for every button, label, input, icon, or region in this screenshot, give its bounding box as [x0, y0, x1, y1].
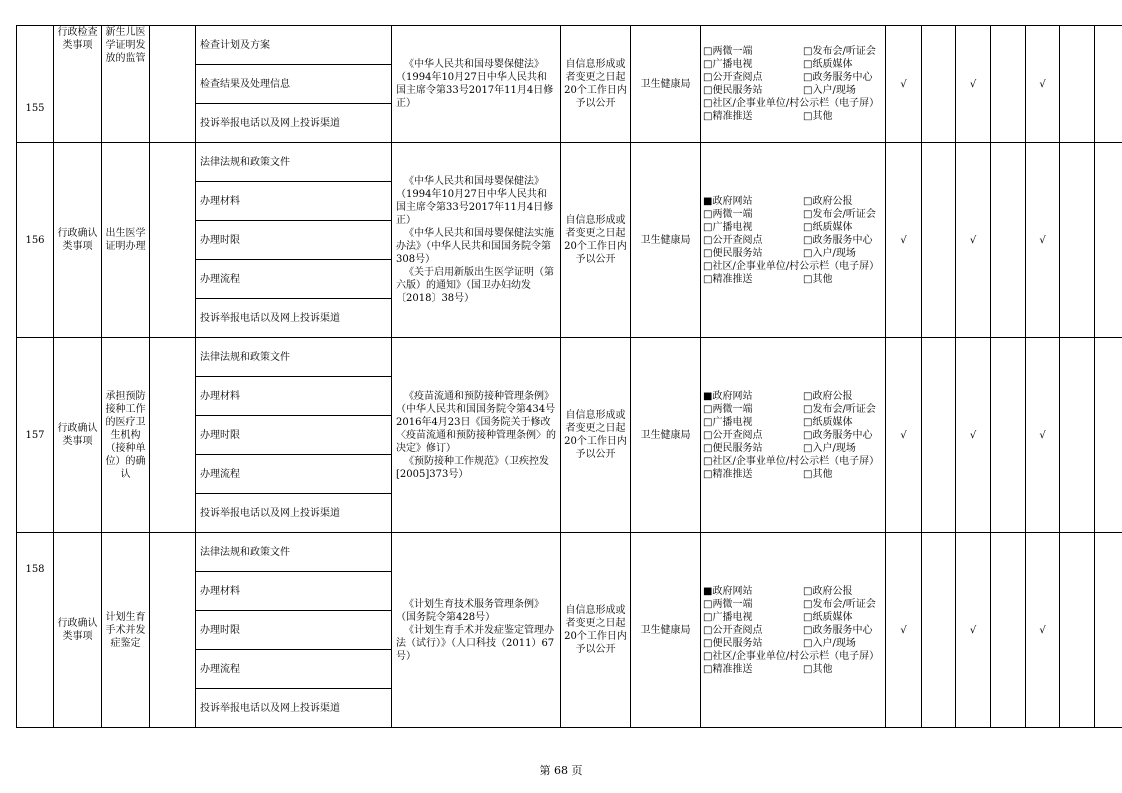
channel-option: □政务服务中心 [803, 234, 873, 246]
channel-option: □发布会/听证会 [803, 403, 876, 415]
disclosure-content [196, 689, 392, 728]
check-cell [991, 143, 1026, 338]
disclosure-content [196, 65, 392, 104]
item-name: 出生医学证明办理 [102, 143, 150, 338]
disclosure-content-text: 办理材料 [200, 195, 240, 207]
disclosure-content-text: 办理时限 [200, 624, 240, 636]
legal-basis [392, 533, 561, 728]
row-index: 156 [17, 143, 54, 338]
responsible-org: 卫生健康局 [631, 143, 701, 338]
channel-option: □社区/企事业单位/村公示栏（电子屏） [703, 455, 880, 467]
disclosure-content-text: 检查结果及处理信息 [200, 78, 290, 90]
disclosure-content-text: 办理材料 [200, 390, 240, 402]
disclosure-content-text: 法律法规和政策文件 [200, 351, 290, 363]
item-name: 承担预防接种工作的医疗卫生机构（接种单位）的确认 [102, 338, 150, 533]
row-index: 157 [17, 338, 54, 533]
check-cell [1060, 143, 1095, 338]
disclosure-content [196, 104, 392, 143]
channel-option: □纸质媒体 [803, 59, 853, 70]
check-cell: √ [886, 26, 922, 143]
table-row [17, 338, 1122, 377]
disclosure-content [196, 455, 392, 494]
channel-option: □政府公报 [803, 585, 853, 597]
disclosure-content [196, 377, 392, 416]
disclosure-content [196, 416, 392, 455]
legal-basis-text: 《中华人民共和国母婴保健法实施办法》（中华人民共和国国务院令第308号） [396, 228, 554, 265]
channel-option: □社区/企事业单位/村公示栏（电子屏） [703, 260, 880, 272]
responsible-org: 卫生健康局 [631, 26, 701, 143]
disclosure-content-text: 投诉举报电话以及网上投诉渠道 [200, 312, 340, 324]
disclosure-content [196, 611, 392, 650]
check-cell: √ [956, 26, 991, 143]
channel-option: □社区/企事业单位/村公示栏（电子屏） [703, 650, 880, 662]
disclosure-content [196, 182, 392, 221]
table-row [17, 533, 1122, 572]
channel-option: □精准推送 [703, 468, 753, 480]
legal-basis-text: 《计划生育手术并发症鉴定管理办法（试行）》（人口科技（2011）67号） [396, 624, 555, 662]
check-cell [991, 533, 1026, 728]
disclosure-content-text: 法律法规和政策文件 [200, 156, 290, 168]
disclosure-content [196, 533, 392, 572]
check-cell [1060, 533, 1095, 728]
disclosure-content [196, 143, 392, 182]
channel-option: □发布会/听证会 [803, 46, 876, 57]
item-name: 计划生育手术并发症鉴定 [102, 533, 150, 728]
table-row [17, 26, 1122, 65]
responsible-org: 卫生健康局 [631, 533, 701, 728]
check-cell [922, 338, 956, 533]
channel-option: □两微一端 [703, 46, 753, 57]
check-cell: √ [886, 143, 922, 338]
channel-option: □公开查阅点 [703, 429, 763, 441]
channel-option: □纸质媒体 [803, 416, 853, 428]
channel-option: □政务服务中心 [803, 429, 873, 441]
check-cell [922, 26, 956, 143]
channel-option: □入户/现场 [803, 85, 856, 96]
channel-option: □广播电视 [703, 59, 753, 70]
channel-option: □便民服务站 [703, 85, 763, 96]
disclosure-content [196, 26, 392, 65]
channel-option: □社区/企事业单位/村公示栏（电子屏） [703, 98, 880, 109]
disclosure-channels [701, 26, 886, 143]
check-cell: √ [956, 533, 991, 728]
channel-option: □其他 [803, 663, 833, 675]
legal-basis-text: 《中华人民共和国母婴保健法》（1994年10月27日中华人民共和国主席令第33号2017年11月4日修正） [396, 176, 554, 226]
disclosure-content-text: 投诉举报电话以及网上投诉渠道 [200, 117, 340, 129]
disclosure-channels [701, 143, 886, 338]
disclosure-content [196, 221, 392, 260]
check-cell [922, 533, 956, 728]
disclosure-content-text: 办理流程 [200, 663, 240, 675]
check-cell: √ [1026, 26, 1060, 143]
check-cell: √ [1026, 338, 1060, 533]
check-cell [1060, 26, 1095, 143]
disclosure-table [16, 25, 1122, 728]
channel-option: □政务服务中心 [803, 624, 873, 636]
disclosure-content-text: 检查计划及方案 [200, 39, 270, 51]
disclosure-content [196, 338, 392, 377]
disclosure-content [196, 260, 392, 299]
disclosure-content [196, 650, 392, 689]
disclosure-content-text: 办理流程 [200, 273, 240, 285]
channel-option: □两微一端 [703, 403, 753, 415]
disclosure-content-text: 办理材料 [200, 585, 240, 597]
check-cell: √ [1026, 143, 1060, 338]
channel-option: □入户/现场 [803, 247, 856, 259]
channel-option: □纸质媒体 [803, 221, 853, 233]
legal-basis-text: 《计划生育技术服务管理条例》（国务院令第428号） [396, 598, 544, 623]
legal-basis-text: 《中华人民共和国母婴保健法》（1994年10月27日中华人民共和国主席令第33号2017年11月4日修正） [396, 59, 554, 109]
disclosure-time: 自信息形成或者变更之日起20个工作日内予以公开 [561, 533, 631, 728]
check-cell: √ [956, 338, 991, 533]
channel-option: □政府公报 [803, 390, 853, 402]
page-number: 第 68 页 [539, 764, 583, 777]
check-cell [1095, 143, 1122, 338]
disclosure-channels [701, 533, 886, 728]
channel-option: □广播电视 [703, 221, 753, 233]
channel-option: □纸质媒体 [803, 611, 853, 623]
item-category: 行政确认类事项 [54, 533, 102, 728]
disclosure-content [196, 299, 392, 338]
disclosure-content-text: 法律法规和政策文件 [200, 546, 290, 558]
channel-option: □政府公报 [803, 195, 853, 207]
responsible-org: 卫生健康局 [631, 338, 701, 533]
row-index: 155 [17, 26, 54, 143]
disclosure-content-text: 办理时限 [200, 429, 240, 441]
item-category: 行政确认类事项 [54, 143, 102, 338]
channel-option: □便民服务站 [703, 442, 763, 454]
check-cell [991, 338, 1026, 533]
channel-option: □发布会/听证会 [803, 598, 876, 610]
disclosure-content-text: 办理时限 [200, 234, 240, 246]
legal-basis [392, 338, 561, 533]
check-cell [922, 143, 956, 338]
disclosure-content-text: 投诉举报电话以及网上投诉渠道 [200, 702, 340, 714]
channel-option: □便民服务站 [703, 637, 763, 649]
channel-option: □入户/现场 [803, 442, 856, 454]
check-cell [1095, 338, 1122, 533]
channel-option: □精准推送 [703, 663, 753, 675]
table-row [17, 143, 1122, 182]
channel-option: □入户/现场 [803, 637, 856, 649]
check-cell [991, 26, 1026, 143]
channel-option: ■政府网站 [703, 585, 753, 597]
channel-option: □广播电视 [703, 416, 753, 428]
check-cell: √ [1026, 533, 1060, 728]
disclosure-content-text: 办理流程 [200, 468, 240, 480]
blank-cell [150, 26, 196, 143]
channel-option: □便民服务站 [703, 247, 763, 259]
channel-option: □广播电视 [703, 611, 753, 623]
channel-option: □其他 [803, 111, 833, 122]
disclosure-content-text: 投诉举报电话以及网上投诉渠道 [200, 507, 340, 519]
item-name: 新生儿医学证明发放的监管 [102, 26, 150, 143]
disclosure-time: 自信息形成或者变更之日起20个工作日内予以公开 [561, 143, 631, 338]
channel-option: □精准推送 [703, 111, 753, 122]
channel-option: □其他 [803, 468, 833, 480]
channel-option: □两微一端 [703, 208, 753, 220]
item-category: 行政检查类事项 [54, 26, 102, 143]
blank-cell [150, 143, 196, 338]
table-body [17, 26, 1122, 728]
legal-basis-text: 《预防接种工作规范》（卫疾控发[2005]373号） [396, 455, 549, 480]
disclosure-content [196, 572, 392, 611]
channel-option: □发布会/听证会 [803, 208, 876, 220]
legal-basis [392, 143, 561, 338]
disclosure-channels [701, 338, 886, 533]
disclosure-time: 自信息形成或者变更之日起20个工作日内予以公开 [561, 338, 631, 533]
channel-option: ■政府网站 [703, 195, 753, 207]
legal-basis-text: 《疫苗流通和预防接种管理条例》（中华人民共和国国务院令第434号2016年4月23日《国务院关于修改〈疫苗流通和预防接种管理条例〉的决定》修订） [396, 390, 556, 454]
disclosure-content [196, 494, 392, 533]
legal-basis-text: 《关于启用新版出生医学证明（第六版）的通知》（国卫办妇幼发〔2018〕38号） [396, 267, 554, 304]
disclosure-time: 自信息形成或者变更之日起20个工作日内予以公开 [561, 26, 631, 143]
check-cell: √ [886, 338, 922, 533]
channel-option: □两微一端 [703, 598, 753, 610]
check-cell: √ [886, 533, 922, 728]
channel-option: □公开查阅点 [703, 234, 763, 246]
blank-cell [150, 338, 196, 533]
legal-basis [392, 26, 561, 143]
channel-option: □公开查阅点 [703, 72, 763, 83]
row-index: 158 [17, 533, 54, 728]
channel-option: ■政府网站 [703, 390, 753, 402]
channel-option: □其他 [803, 273, 833, 285]
blank-cell [150, 533, 196, 728]
channel-option: □政务服务中心 [803, 72, 873, 83]
check-cell: √ [956, 143, 991, 338]
check-cell [1060, 338, 1095, 533]
item-category: 行政确认类事项 [54, 338, 102, 533]
channel-option: □精准推送 [703, 273, 753, 285]
channel-option: □公开查阅点 [703, 624, 763, 636]
check-cell [1095, 533, 1122, 728]
check-cell [1095, 26, 1122, 143]
